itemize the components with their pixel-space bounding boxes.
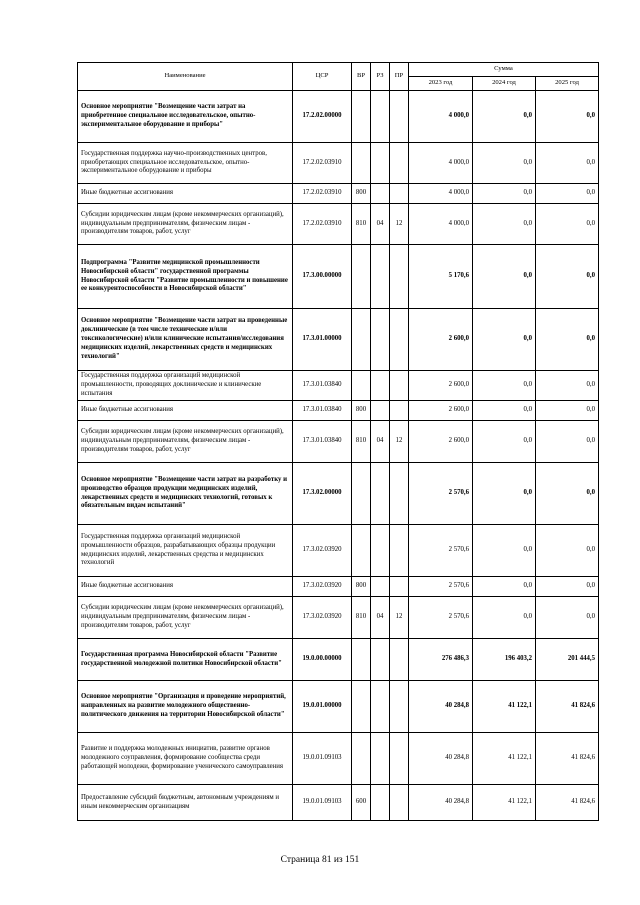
row-sum-2023: 4 000,0 <box>409 184 473 204</box>
table-body <box>78 91 599 821</box>
row-pr <box>390 525 409 577</box>
row-sum-2024: 0,0 <box>473 525 536 577</box>
row-vr <box>352 733 371 785</box>
row-pr <box>390 639 409 681</box>
row-rz <box>371 371 390 401</box>
row-name: Основное мероприятие "Организация и проведение мероприятий, направленных на развитие молодежного общественно-политического движения на территории Новосибирской области" <box>78 681 293 733</box>
row-vr <box>352 681 371 733</box>
row-csr: 17.2.02.03910 <box>293 184 352 204</box>
row-rz <box>371 525 390 577</box>
row-sum-2024: 0,0 <box>473 309 536 371</box>
row-pr <box>390 245 409 309</box>
row-vr <box>352 245 371 309</box>
header-name: Наименование <box>78 63 293 91</box>
row-sum-2025: 0,0 <box>536 309 599 371</box>
row-csr: 17.3.02.03920 <box>293 597 352 639</box>
row-csr: 17.3.01.03840 <box>293 401 352 421</box>
row-sum-2023: 40 284,8 <box>409 681 473 733</box>
row-sum-2025: 0,0 <box>536 371 599 401</box>
row-sum-2025: 41 824,6 <box>536 733 599 785</box>
row-sum-2025: 0,0 <box>536 463 599 525</box>
row-name: Иные бюджетные ассигнования <box>78 577 293 597</box>
row-sum-2023: 2 570,6 <box>409 597 473 639</box>
header-rz: РЗ <box>371 63 390 91</box>
row-pr <box>390 785 409 821</box>
table-row <box>78 401 599 421</box>
table-row <box>78 597 599 639</box>
row-name: Государственная поддержка научно-производственных центров, приобретающих специальное исследовательское, опытно-экспериментальное оборудование и приборы <box>78 143 293 184</box>
row-csr: 17.3.02.03920 <box>293 577 352 597</box>
row-sum-2024: 0,0 <box>473 371 536 401</box>
row-vr: 810 <box>352 597 371 639</box>
row-pr <box>390 371 409 401</box>
table-row <box>78 463 599 525</box>
row-sum-2023: 2 570,6 <box>409 463 473 525</box>
row-pr <box>390 577 409 597</box>
row-name: Государственная поддержка организаций медицинской промышленности образцов, разрабатывающих образцы продукции медицинских изделий, лекарственных средства и медицинских технологий <box>78 525 293 577</box>
table-row <box>78 309 599 371</box>
budget-table <box>77 62 599 821</box>
row-vr <box>352 639 371 681</box>
table-row <box>78 733 599 785</box>
table-row <box>78 204 599 245</box>
row-name: Государственная поддержка организаций медицинской промышленности, проводящих доклинические и клинические испытания <box>78 371 293 401</box>
row-vr: 800 <box>352 401 371 421</box>
row-name: Основное мероприятие "Возмещение части затрат на приобретенное специальное исследовательское, опытно-экспериментальное оборудование и приборы" <box>78 91 293 143</box>
row-sum-2023: 4 000,0 <box>409 204 473 245</box>
table-row <box>78 577 599 597</box>
table-row <box>78 184 599 204</box>
row-sum-2023: 4 000,0 <box>409 143 473 184</box>
row-vr <box>352 143 371 184</box>
row-rz: 04 <box>371 421 390 463</box>
row-rz <box>371 733 390 785</box>
page-number: Страница 81 из 151 <box>280 855 360 865</box>
row-sum-2023: 2 570,6 <box>409 525 473 577</box>
row-sum-2024: 0,0 <box>473 184 536 204</box>
row-vr: 810 <box>352 204 371 245</box>
row-sum-2025: 201 444,5 <box>536 639 599 681</box>
row-rz: 04 <box>371 597 390 639</box>
row-sum-2023: 5 170,6 <box>409 245 473 309</box>
row-vr <box>352 91 371 143</box>
row-sum-2024: 0,0 <box>473 421 536 463</box>
row-sum-2023: 2 600,0 <box>409 401 473 421</box>
row-csr: 17.3.00.00000 <box>293 245 352 309</box>
row-pr <box>390 143 409 184</box>
table-row <box>78 681 599 733</box>
row-pr <box>390 309 409 371</box>
row-sum-2025: 41 824,6 <box>536 681 599 733</box>
row-pr <box>390 463 409 525</box>
table-row <box>78 91 599 143</box>
row-vr <box>352 371 371 401</box>
row-rz <box>371 463 390 525</box>
row-name: Субсидии юридическим лицам (кроме некоммерческих организаций), индивидуальным предпринимателям, физическим лицам - производителям товаров, работ, услуг <box>78 204 293 245</box>
row-vr: 810 <box>352 421 371 463</box>
row-sum-2024: 0,0 <box>473 401 536 421</box>
row-sum-2025: 0,0 <box>536 577 599 597</box>
row-rz <box>371 639 390 681</box>
row-sum-2023: 2 600,0 <box>409 421 473 463</box>
row-pr <box>390 91 409 143</box>
row-sum-2023: 2 570,6 <box>409 577 473 597</box>
table-row <box>78 639 599 681</box>
row-csr: 17.2.02.03910 <box>293 204 352 245</box>
row-pr <box>390 681 409 733</box>
row-sum-2024: 0,0 <box>473 577 536 597</box>
row-sum-2023: 40 284,8 <box>409 785 473 821</box>
row-sum-2025: 0,0 <box>536 204 599 245</box>
row-sum-2025: 0,0 <box>536 143 599 184</box>
row-pr: 12 <box>390 597 409 639</box>
header-pr: ПР <box>390 63 409 91</box>
table-header <box>78 63 599 91</box>
row-name: Предоставление субсидий бюджетным, автономным учреждениям и иным некоммерческим организациям <box>78 785 293 821</box>
row-csr: 17.3.02.03920 <box>293 525 352 577</box>
row-pr <box>390 184 409 204</box>
row-csr: 19.0.01.09103 <box>293 733 352 785</box>
row-name: Субсидии юридическим лицам (кроме некоммерческих организаций), индивидуальным предпринимателям, физическим лицам - производителям товаров, работ, услуг <box>78 597 293 639</box>
header-year-2025: 2025 год <box>536 77 599 91</box>
row-rz <box>371 681 390 733</box>
row-csr: 17.3.02.00000 <box>293 463 352 525</box>
header-year-2024: 2024 год <box>473 77 536 91</box>
row-sum-2024: 41 122,1 <box>473 785 536 821</box>
row-name: Иные бюджетные ассигнования <box>78 401 293 421</box>
row-rz <box>371 245 390 309</box>
header-vr: ВР <box>352 63 371 91</box>
row-rz <box>371 309 390 371</box>
row-name: Основное мероприятие "Возмещение части затрат на разработку и производство образцов продукции медицинских изделий, лекарственных средств и медицинских технологий, готовых к обязательным видам испытаний" <box>78 463 293 525</box>
row-csr: 19.0.01.09103 <box>293 785 352 821</box>
row-sum-2025: 0,0 <box>536 525 599 577</box>
row-sum-2023: 2 600,0 <box>409 309 473 371</box>
row-rz: 04 <box>371 204 390 245</box>
row-name: Иные бюджетные ассигнования <box>78 184 293 204</box>
header-csr: ЦСР <box>293 63 352 91</box>
row-rz <box>371 91 390 143</box>
row-sum-2024: 0,0 <box>473 204 536 245</box>
row-name: Подпрограмма "Развитие медицинской промышленности Новосибирской области" государственной программы Новосибирской области "Развитие промышленности и повышение ее конкурентоспособности в Новосибирской области" <box>78 245 293 309</box>
row-sum-2025: 41 824,6 <box>536 785 599 821</box>
header-year-2023: 2023 год <box>409 77 473 91</box>
row-sum-2025: 0,0 <box>536 401 599 421</box>
row-sum-2024: 41 122,1 <box>473 733 536 785</box>
row-pr <box>390 733 409 785</box>
row-csr: 17.3.01.00000 <box>293 309 352 371</box>
row-sum-2025: 0,0 <box>536 597 599 639</box>
row-csr: 19.0.01.00000 <box>293 681 352 733</box>
row-sum-2024: 0,0 <box>473 143 536 184</box>
row-sum-2024: 0,0 <box>473 245 536 309</box>
row-vr: 800 <box>352 577 371 597</box>
row-rz <box>371 401 390 421</box>
row-sum-2024: 41 122,1 <box>473 681 536 733</box>
row-sum-2025: 0,0 <box>536 421 599 463</box>
table-row <box>78 245 599 309</box>
row-pr: 12 <box>390 204 409 245</box>
row-csr: 17.2.02.03910 <box>293 143 352 184</box>
row-rz <box>371 143 390 184</box>
row-sum-2024: 0,0 <box>473 91 536 143</box>
row-rz <box>371 184 390 204</box>
row-name: Субсидии юридическим лицам (кроме некоммерческих организаций), индивидуальным предпринимателям, физическим лицам - производителям товаров, работ, услуг <box>78 421 293 463</box>
row-vr <box>352 309 371 371</box>
row-sum-2023: 4 000,0 <box>409 91 473 143</box>
table-row <box>78 525 599 577</box>
row-sum-2025: 0,0 <box>536 91 599 143</box>
row-name: Развитие и поддержка молодежных инициатив, развитие органов молодежного соуправления, формирование сообщества среди работающей молодежи, формирование ученического самоуправления <box>78 733 293 785</box>
row-csr: 19.0.00.00000 <box>293 639 352 681</box>
row-csr: 17.2.02.00000 <box>293 91 352 143</box>
header-sum: Сумма <box>409 63 599 77</box>
row-pr: 12 <box>390 421 409 463</box>
table-row <box>78 421 599 463</box>
row-sum-2024: 196 403,2 <box>473 639 536 681</box>
row-vr: 800 <box>352 184 371 204</box>
row-name: Основное мероприятие "Возмещение части затрат на проведенные доклинические (в том числе технические и/или токсикологические) и/или клинические испытания/исследования медицинских изделий, лекарственных средств и медицинских технологий" <box>78 309 293 371</box>
row-sum-2024: 0,0 <box>473 463 536 525</box>
row-csr: 17.3.01.03840 <box>293 371 352 401</box>
row-sum-2025: 0,0 <box>536 245 599 309</box>
row-sum-2023: 2 600,0 <box>409 371 473 401</box>
row-sum-2023: 276 486,3 <box>409 639 473 681</box>
table-row <box>78 371 599 401</box>
row-rz <box>371 577 390 597</box>
row-pr <box>390 401 409 421</box>
row-vr <box>352 525 371 577</box>
row-rz <box>371 785 390 821</box>
row-csr: 17.3.01.03840 <box>293 421 352 463</box>
row-sum-2023: 40 284,8 <box>409 733 473 785</box>
row-sum-2024: 0,0 <box>473 597 536 639</box>
row-name: Государственная программа Новосибирской области "Развитие государственной молодежной политики Новосибирской области" <box>78 639 293 681</box>
row-vr <box>352 463 371 525</box>
table-row <box>78 143 599 184</box>
row-vr: 600 <box>352 785 371 821</box>
table-row <box>78 785 599 821</box>
row-sum-2025: 0,0 <box>536 184 599 204</box>
